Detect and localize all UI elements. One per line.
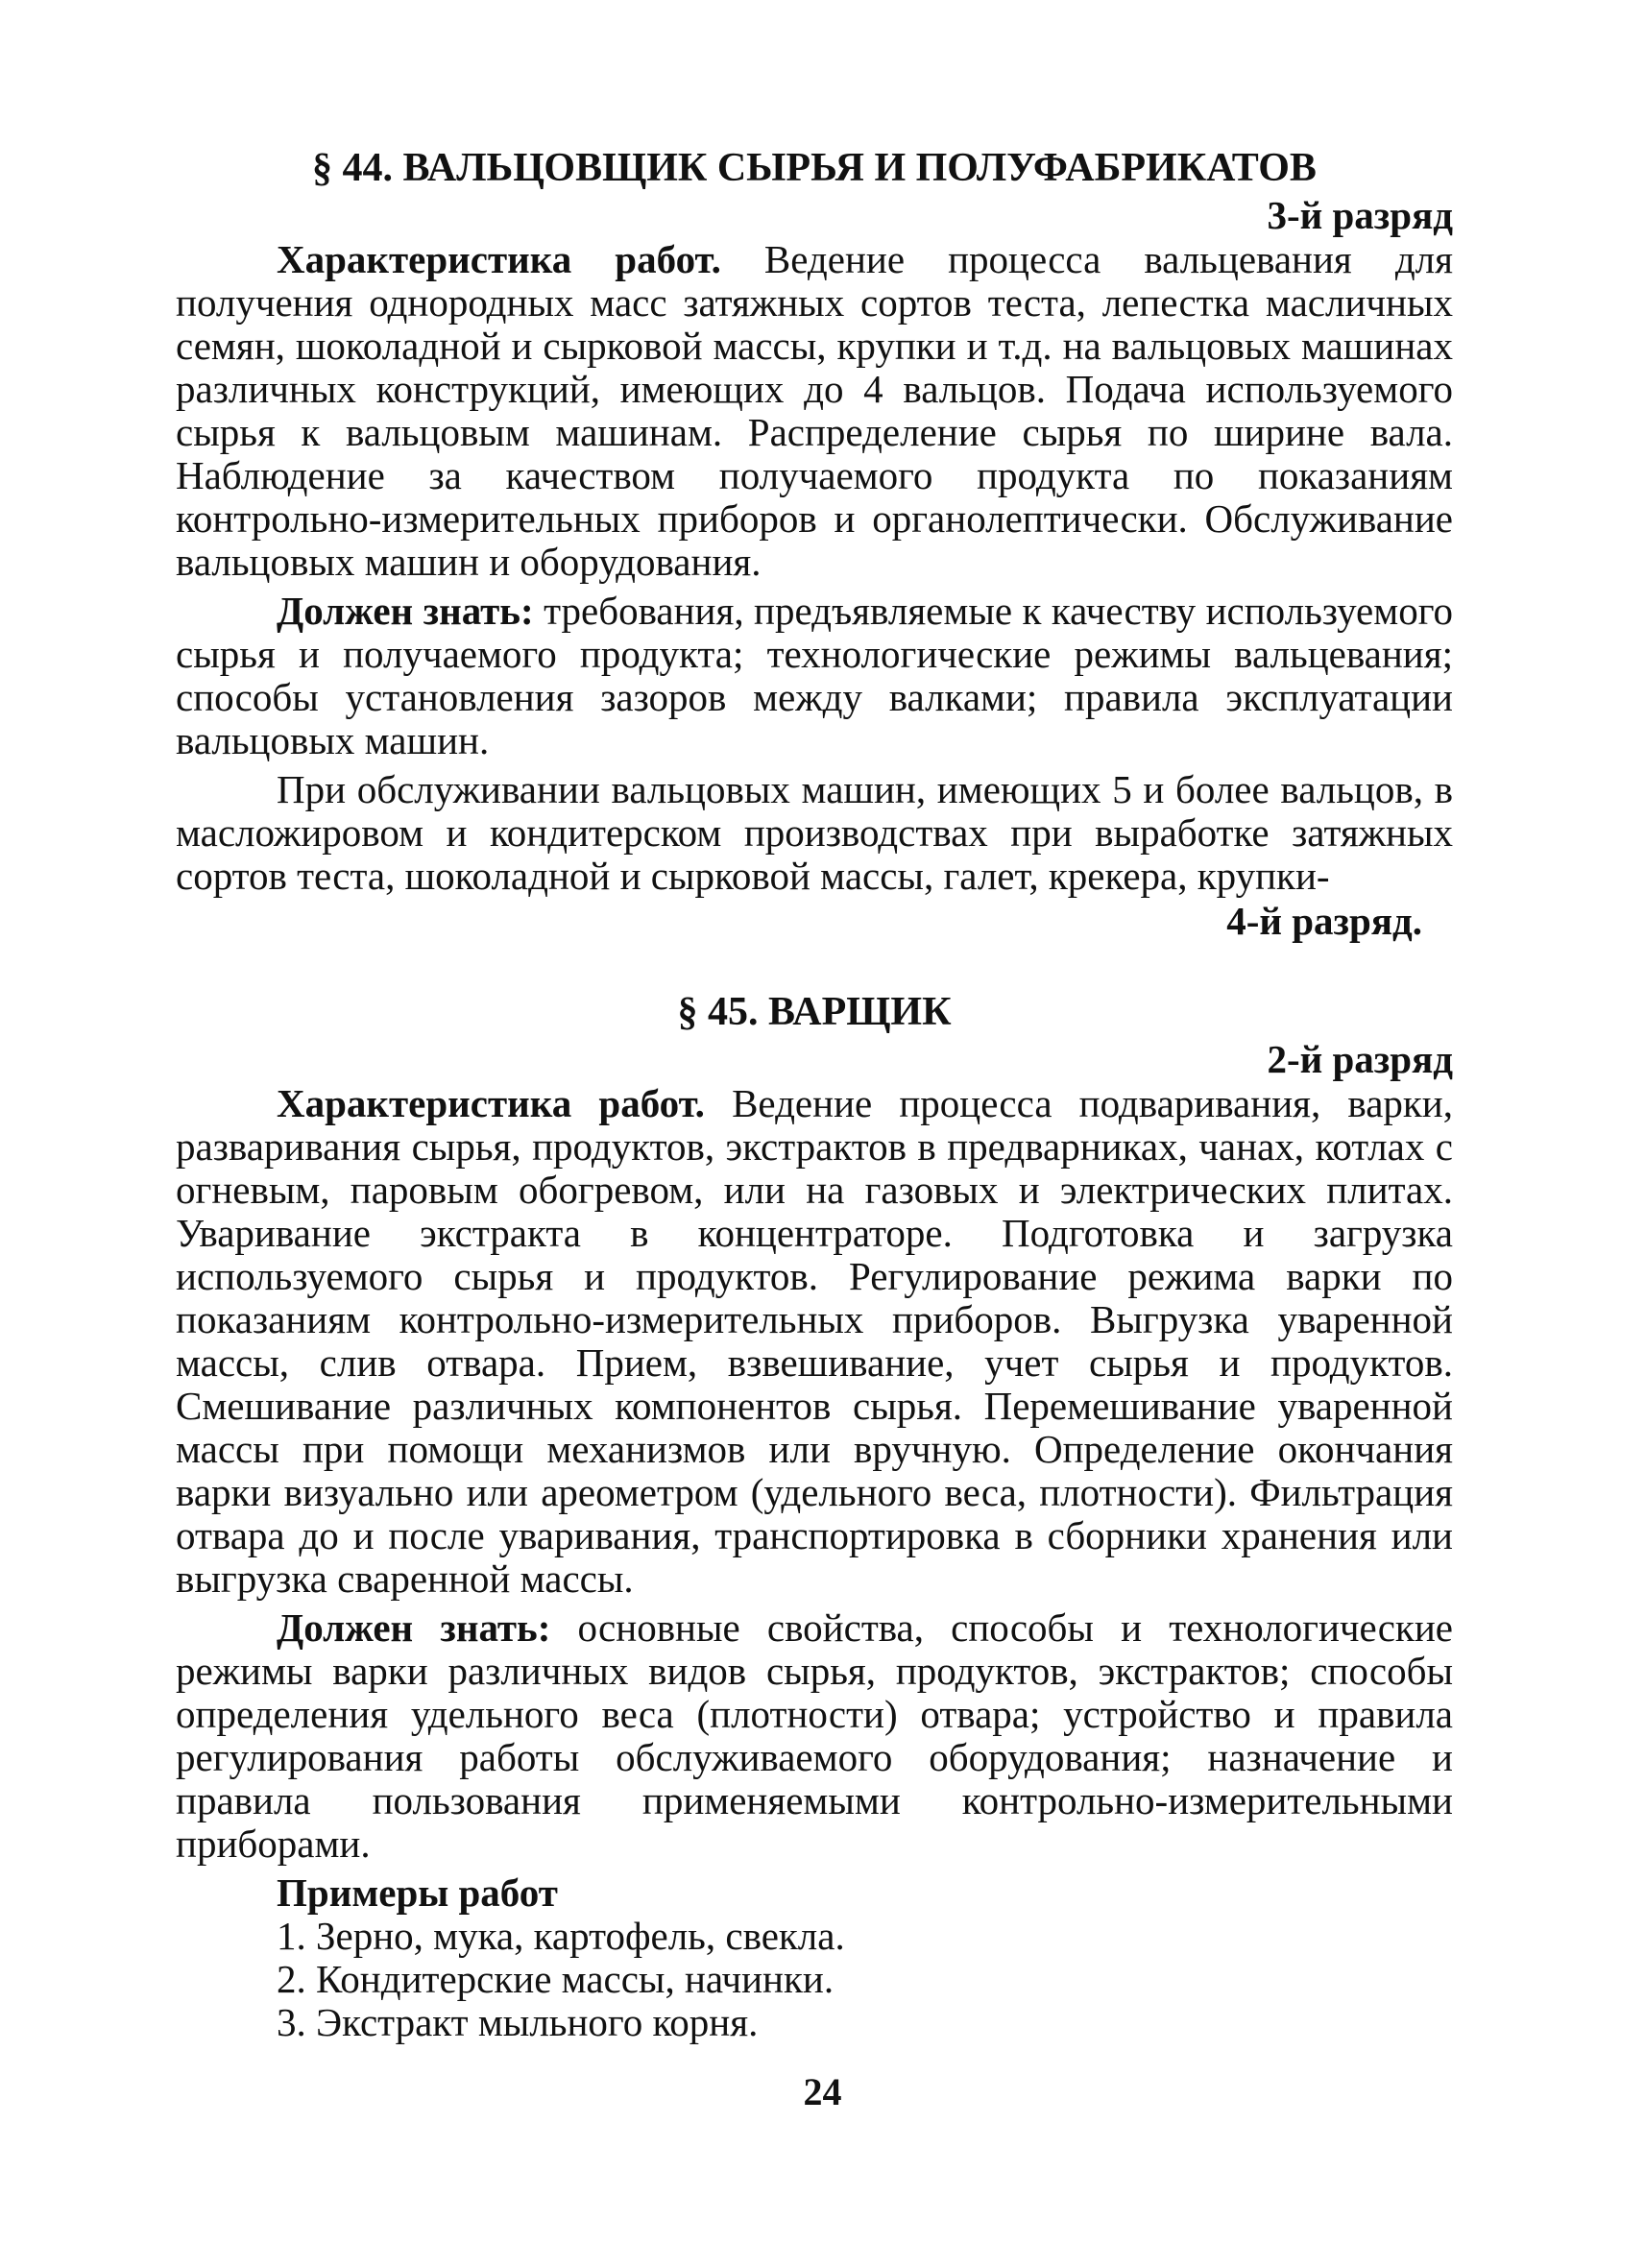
document-page: [176, 144, 1453, 2044]
section-45-characteristics-label: Характеристика работ.: [277, 1081, 705, 1125]
section-45-examples-list: [176, 1915, 1453, 2044]
list-item: 2. Кондитерские массы, начинки.: [277, 1957, 835, 2001]
section-45-examples-title: Примеры работ: [277, 1870, 558, 1915]
section-45-must-know-label: Должен знать:: [277, 1605, 551, 1650]
page-number: 24: [803, 2070, 842, 2113]
list-item: 1. Зерно, мука, картофель, свекла.: [277, 1914, 845, 1958]
section-44-must-know-text: требования, предъявляемые к качеству используемого сырья и получаемого продукта; технологические режимы вальцевания; способы установления зазоров между валками; правила эксплуатации вальцовых машин.: [176, 589, 1453, 762]
section-45-characteristics: [176, 1082, 1453, 1601]
section-44-note: При обслуживании вальцовых машин, имеющих 5 и более вальцов, в масложировом и кондитерском производствах при выработке затяжных сортов теста, шоколадной и сырковой массы, галет, крекера, крупки-: [176, 767, 1453, 898]
section-44-characteristics: [176, 238, 1453, 584]
section-45-must-know-text: основные свойства, способы и технологические режимы варки различных видов сырья, продуктов, экстрактов; способы определения удельного веса (плотности) отвара; устройство и правила регулирования работы обслуживаемого оборудования; назначение и правила пользования применяемыми контрольно-измерительными приборами.: [176, 1605, 1453, 1866]
section-44-note-grade: 4-й разряд.: [1226, 899, 1422, 943]
section-44-characteristics-label: Характеристика работ.: [277, 237, 721, 281]
section-45-must-know: [176, 1606, 1453, 1866]
section-45-grade: 2-й разряд: [1267, 1037, 1453, 1081]
section-44-title: § 44. ВАЛЬЦОВЩИК СЫРЬЯ И ПОЛУФАБРИКАТОВ: [312, 146, 1317, 190]
section-44-grade: 3-й разряд: [1267, 193, 1453, 237]
section-44-characteristics-text: Ведение процесса вальцевания для получения однородных масс затяжных сортов теста, лепестка масличных семян, шоколадной и сырковой массы, крупки и т.д. на вальцовых машинах различных конструкций, имеющих до 4 вальцов. Подача используемого сырья к вальцовым машинам. Распределение сырья по ширине вала. Наблюдение за качеством получаемого продукта по показаниям контрольно-измерительных приборов и органолептически. Обслуживание вальцовых машин и оборудования.: [176, 237, 1454, 584]
section-45-title: § 45. ВАРЩИК: [677, 990, 952, 1034]
section-44-must-know: [176, 590, 1453, 762]
section-44-must-know-label: Должен знать:: [277, 589, 534, 633]
section-45-characteristics-text: Ведение процесса подваривания, варки, разваривания сырья, продуктов, экстрактов в предварниках, чанах, котлах с огневым, паровым обогревом, или на газовых и электрических плитах. Уваривание экстракта в концентраторе. Подготовка и загрузка используемого сырья и продуктов. Регулирование режима варки по показаниям контрольно-измерительных приборов. Выгрузка уваренной массы, слив отвара. Прием, взвешивание, учет сырья и продуктов. Смешивание различных компонентов сырья. Перемешивание уваренной массы при помощи механизмов или вручную. Определение окончания варки визуально или ареометром (удельного веса, плотности). Фильтрация отвара до и после уваривания, транспортировка в сборники хранения или выгрузка сваренной массы.: [176, 1081, 1453, 1601]
list-item: 3. Экстракт мыльного корня.: [277, 2000, 759, 2044]
